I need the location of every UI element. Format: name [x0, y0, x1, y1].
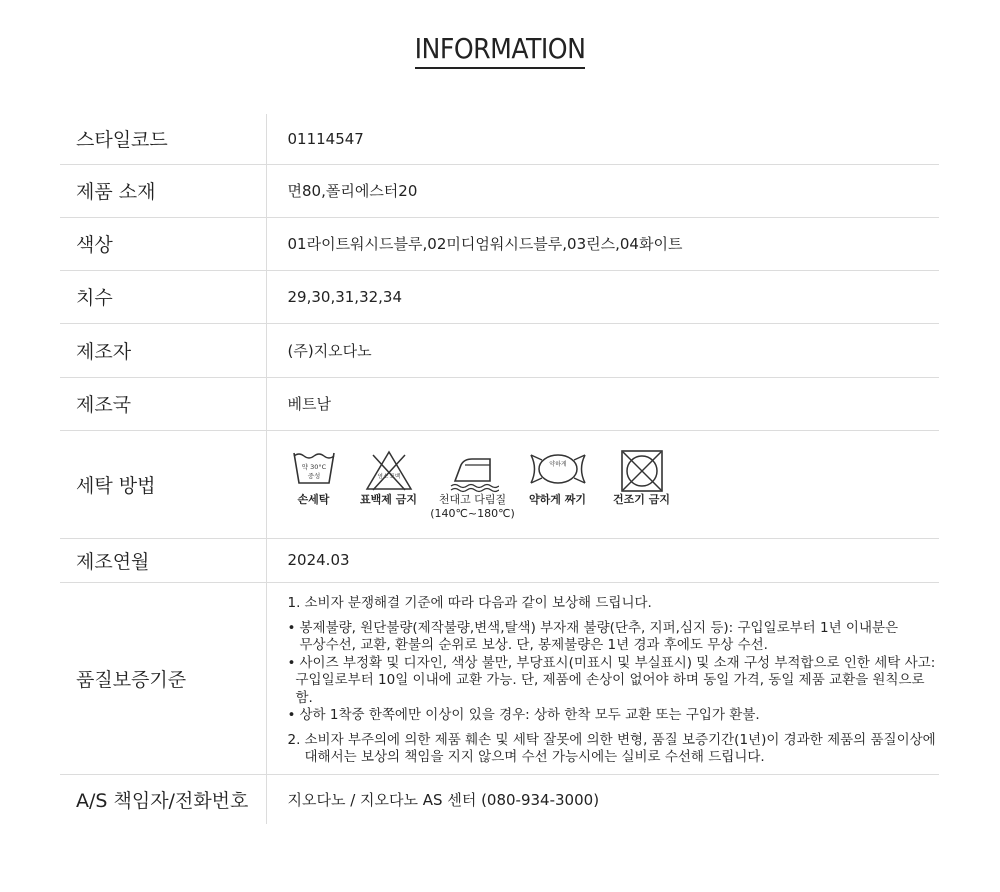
care-gentle-wring — [526, 449, 590, 507]
row-quality — [60, 582, 939, 774]
care-sub-iron-temp: (140℃~180℃) — [430, 507, 515, 520]
quality-item-2-line2: 대해서는 보상의 책임을 지지 않으며 수선 가능시에는 실비로 수선해 드립니다. — [304, 749, 765, 766]
label-country: 제조국 — [60, 377, 266, 430]
value-as: 지오다노 / 지오다노 AS 센터 (080-934-3000) — [287, 790, 600, 809]
value-quality — [266, 582, 939, 774]
no-bleach-icon — [364, 449, 414, 493]
label-wash: 세탁 방법 — [60, 430, 266, 538]
iron-cloth-icon — [447, 449, 499, 493]
value-material: 면80,폴리에스터20 — [266, 164, 939, 217]
care-caption-hand-wash: 손세탁 — [297, 493, 330, 506]
no-bleach-chlorine: 염소 — [377, 474, 388, 480]
hand-wash-icon — [292, 449, 336, 489]
quality-item-1-text: 소비자 분쟁해결 기준에 따라 다음과 같이 보상해 드립니다. — [304, 595, 652, 612]
quality-bullet-1-mark: • — [287, 619, 296, 636]
value-color: 01라이트워시드블루,02미디엄워시드블루,03린스,04화이트 — [266, 217, 939, 270]
care-caption-iron-cloth: 천대고 다림질 — [438, 493, 507, 506]
quality-bullet-1-line1: 봉제불량, 원단불량(제작불량,변색,탈색) 부자재 불량(단추, 지퍼,심지 등): 구입일로부터 1년 이내분은 — [299, 619, 899, 636]
label-quality: 품질보증기준 — [60, 582, 266, 774]
gentle-wring-icon — [528, 449, 588, 489]
value-style-code: 01114547 — [266, 114, 939, 164]
row-wash — [60, 430, 939, 538]
quality-standard-text — [288, 589, 940, 767]
care-caption-no-tumble-dry: 건조기 금지 — [613, 493, 670, 506]
page-title-wrap — [0, 32, 1000, 69]
quality-bullet-3-mark: • — [287, 707, 296, 724]
care-hand-wash — [288, 449, 340, 507]
row-maker — [60, 323, 939, 377]
row-as — [60, 774, 939, 824]
label-style-code: 스타일코드 — [60, 114, 266, 164]
quality-item-1-num: 1. — [287, 595, 301, 612]
gentle-wring-inner: 약하게 — [548, 461, 567, 468]
quality-item-2-num: 2. — [287, 731, 301, 748]
quality-item-2 — [288, 732, 940, 767]
quality-bullet-1 — [288, 620, 940, 655]
care-iron-cloth — [432, 449, 514, 521]
quality-bullet-2-line2: 구입일로부터 10일 이내에 교환 가능. 단, 제품에 손상이 없어야 하며 동일 가격, 동일 제품 교환을 원칙으로 함. — [295, 672, 925, 706]
row-country — [60, 377, 939, 430]
care-symbols — [288, 447, 940, 521]
label-size: 치수 — [60, 270, 266, 323]
hand-wash-temp: 약 30°C — [301, 463, 326, 471]
row-style-code — [60, 114, 939, 164]
hand-wash-neutral: 중성 — [307, 472, 320, 480]
value-size: 29,30,31,32,34 — [266, 270, 939, 323]
value-date: 2024.03 — [266, 538, 939, 582]
row-size — [60, 270, 939, 323]
care-caption-no-bleach: 표백제 금지 — [360, 493, 417, 506]
value-country: 베트남 — [266, 377, 939, 430]
quality-bullet-2-mark: • — [287, 654, 296, 671]
row-date — [60, 538, 939, 582]
quality-bullet-2-line1: 사이즈 부정확 및 디자인, 색상 불만, 부당표시(미표시 및 부실표시) 및 소재 구성 부적합으로 인한 세탁 사고: — [299, 654, 936, 671]
no-bleach-bleach: 표백 — [389, 474, 400, 480]
label-maker: 제조자 — [60, 323, 266, 377]
label-color: 색상 — [60, 217, 266, 270]
care-caption-gentle-wring: 약하게 짜기 — [529, 493, 586, 506]
care-no-bleach — [360, 449, 418, 507]
quality-bullet-1-line2: 무상수선, 교환, 환불의 순위로 보상. 단, 봉제불량은 1년 경과 후에도 무상 수선. — [299, 637, 768, 654]
product-info-table — [60, 114, 939, 824]
page-title: INFORMATION — [415, 32, 586, 69]
label-as: A/S 책임자/전화번호 — [60, 774, 266, 824]
label-material: 제품 소재 — [60, 164, 266, 217]
label-date: 제조연월 — [60, 538, 266, 582]
quality-bullet-2 — [288, 655, 940, 708]
quality-bullet-3 — [288, 707, 940, 725]
no-tumble-dry-icon — [620, 449, 664, 493]
quality-item-2-line1: 소비자 부주의에 의한 제품 훼손 및 세탁 잘못에 의한 변형, 품질 보증기간(1년)이 경과한 제품의 품질이상에 — [304, 731, 936, 748]
row-material — [60, 164, 939, 217]
care-no-tumble-dry — [612, 449, 672, 507]
value-maker: (주)지오다노 — [266, 323, 939, 377]
value-wash — [266, 430, 939, 538]
quality-bullet-3-line1: 상하 1착중 한쪽에만 이상이 있을 경우: 상하 한착 모두 교환 또는 구입가 환불. — [299, 707, 760, 724]
quality-item-1 — [288, 595, 940, 613]
row-color — [60, 217, 939, 270]
